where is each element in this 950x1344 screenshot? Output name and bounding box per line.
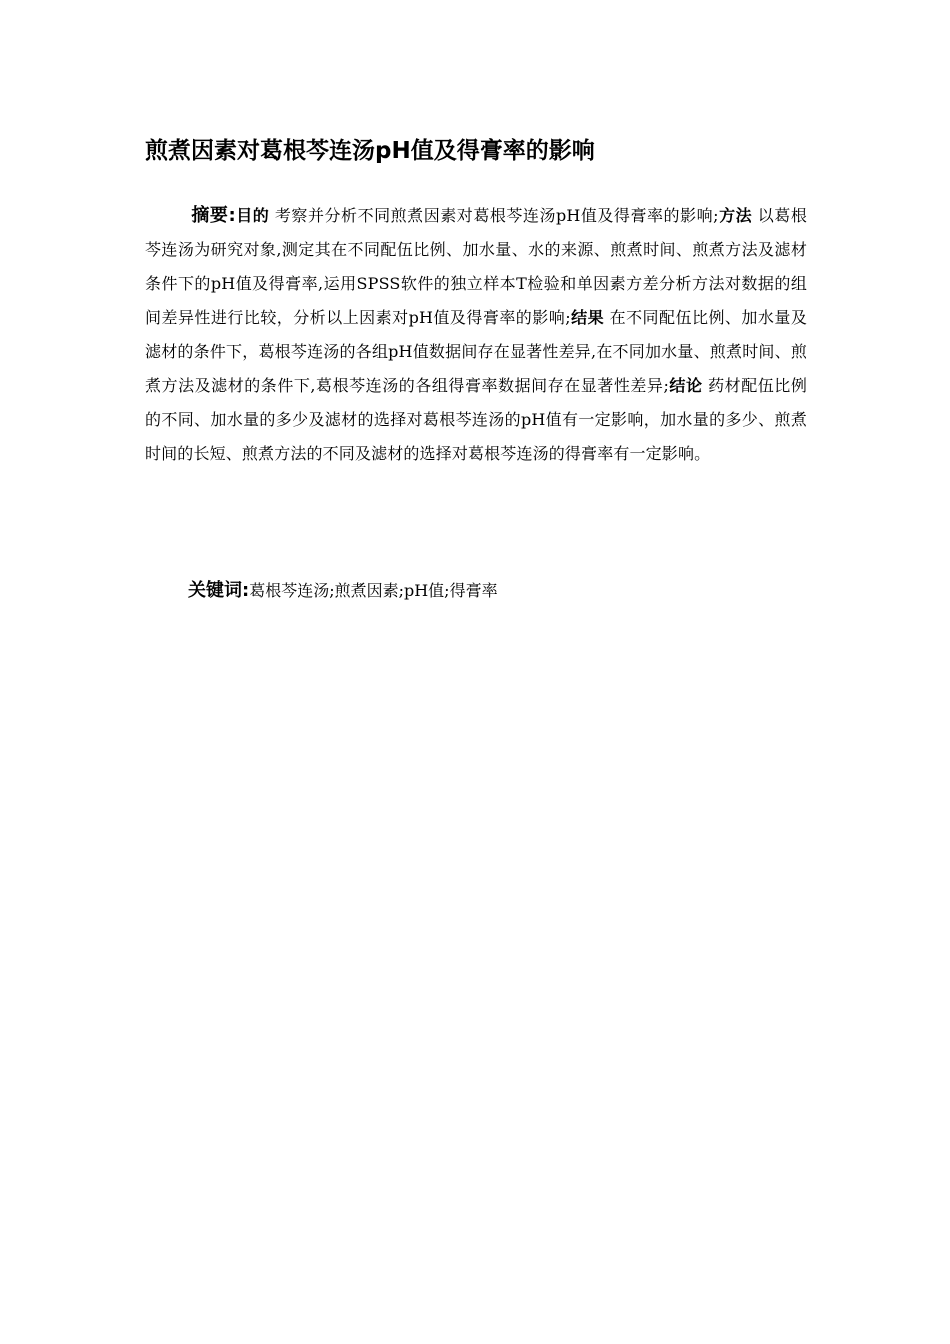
abstract-paragraph: [145, 199, 807, 471]
document-title: 煎煮因素对葛根芩连汤pH值及得膏率的影响: [145, 138, 595, 164]
objective-label: 目的: [235, 206, 270, 225]
keywords-text: 葛根芩连汤;煎煮因素;pH值;得膏率: [249, 581, 498, 600]
keywords-label: 关键词:: [188, 580, 250, 601]
method-text: 以葛根芩连汤为研究对象,测定其在不同配伍比例、加水量、水的来源、煎煮时间、煎煮方法及滤材条件下的pH值及得膏率,运用SPSS软件的独立样本T检验和单因素方差分析方法对数据的组间差异性进行比较，分析以上因素对pH值及得膏率的影响;: [145, 206, 807, 327]
result-label: 结果: [570, 308, 605, 327]
conclusion-label: 结论: [669, 376, 703, 395]
conclusion-text: 药材配伍比例的不同、加水量的多少及滤材的选择对葛根芩连汤的pH值有一定影响，加水量的多少、煎煮时间的长短、煎煮方法的不同及滤材的选择对葛根芩连汤的得膏率有一定影响。: [145, 376, 807, 463]
method-label: 方法: [718, 206, 753, 225]
result-text: 在不同配伍比例、加水量及滤材的条件下，葛根芩连汤的各组pH值数据间存在显著性差异,在不同加水量、煎煮时间、煎煮方法及滤材的条件下,葛根芩连汤的各组得膏率数据间存在显著性差异;: [145, 308, 807, 395]
abstract-heading: 摘要:: [191, 205, 236, 226]
keywords-line: [188, 574, 808, 608]
objective-text: 考察并分析不同煎煮因素对葛根芩连汤pH值及得膏率的影响;: [269, 206, 719, 225]
